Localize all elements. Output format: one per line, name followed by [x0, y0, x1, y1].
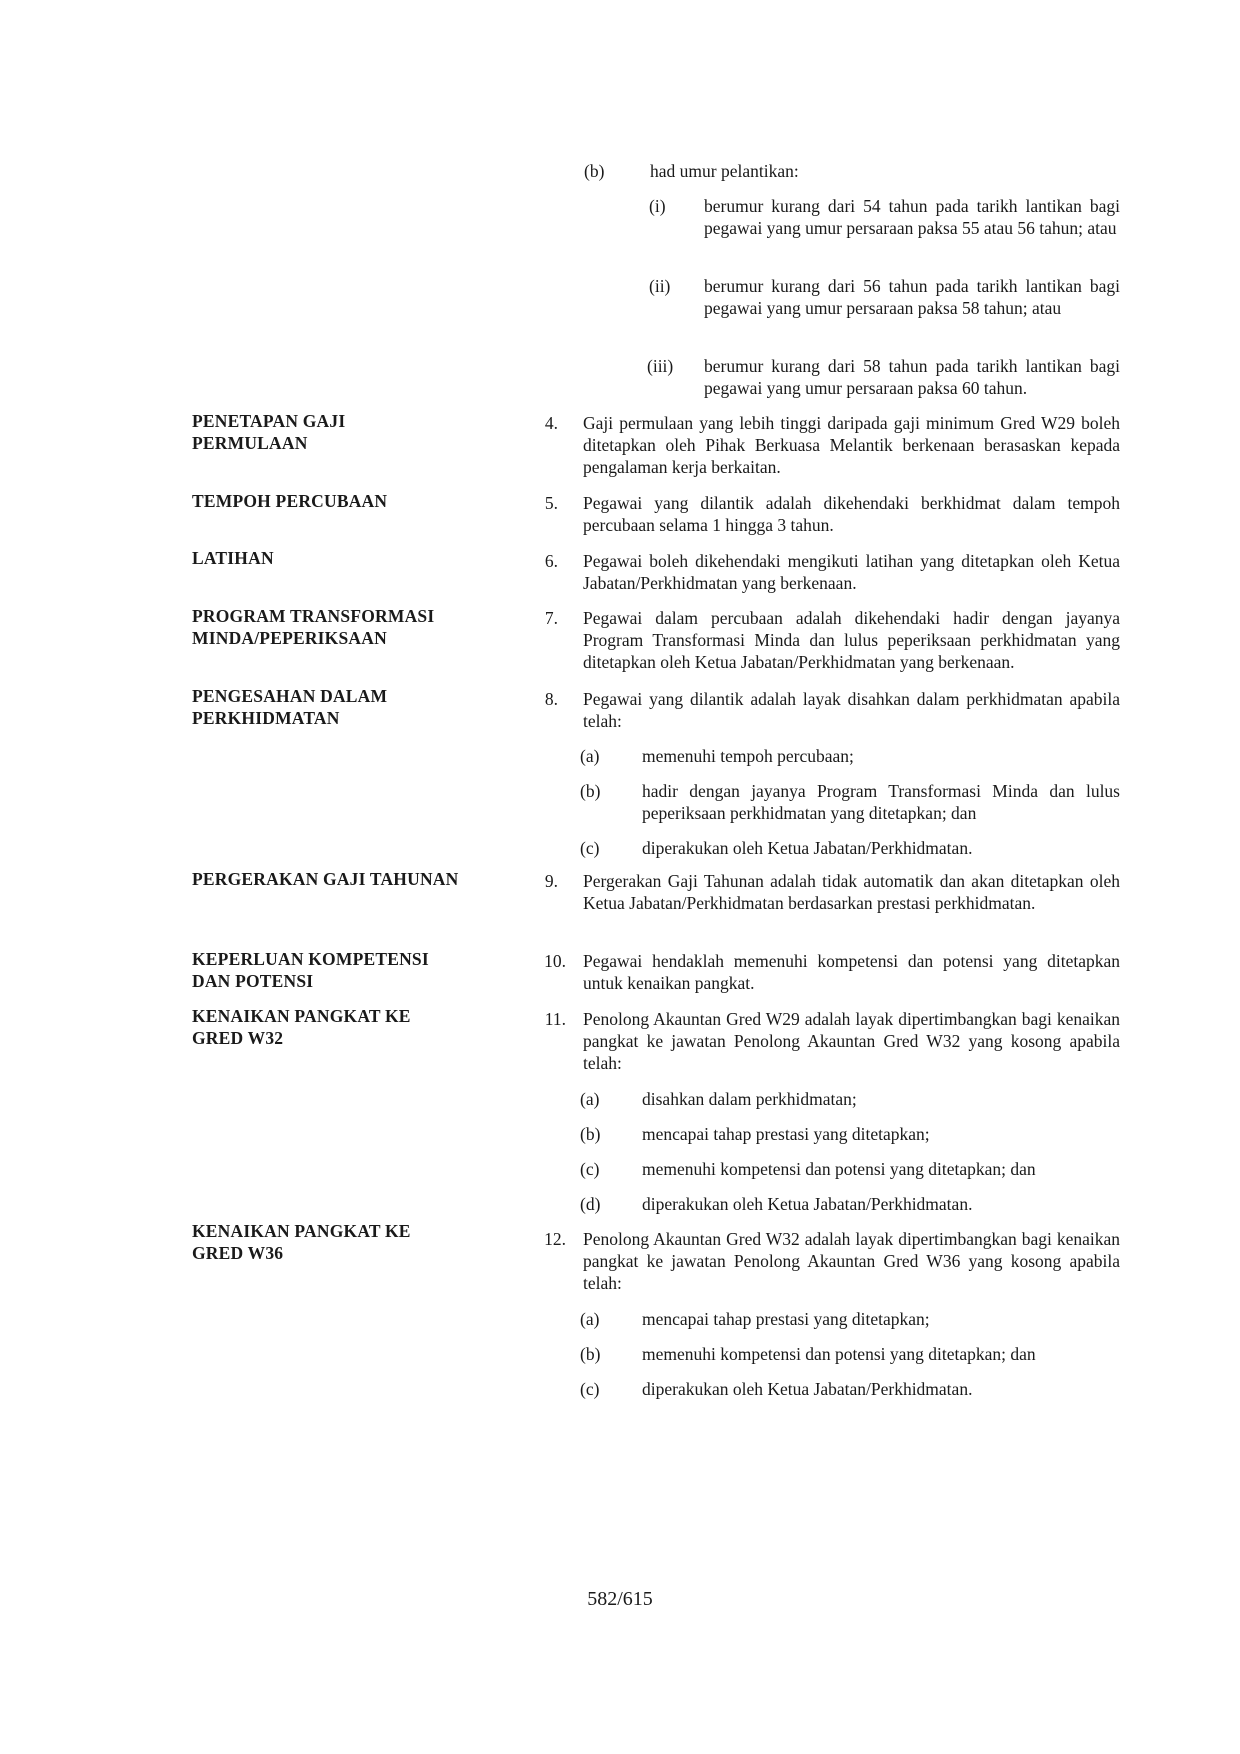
item-3b-label: (b): [584, 161, 605, 181]
list-item-label: (a): [580, 1309, 600, 1329]
section-number: 12.: [544, 1229, 566, 1249]
section-number: 7.: [544, 608, 558, 628]
section-number: 4.: [544, 413, 558, 433]
section-heading: KENAIKAN PANGKAT KE GRED W32: [192, 1006, 411, 1048]
section-text: Pegawai yang dilantik adalah layak disahkan dalam perkhidmatan apabila telah:: [583, 689, 1120, 731]
list-item-label: (b): [580, 1124, 601, 1144]
section-text: Penolong Akauntan Gred W32 adalah layak dipertimbangkan bagi kenaikan pangkat ke jawatan Penolong Akauntan Gred W36 yang kosong apabila telah:: [583, 1229, 1120, 1293]
section-number: 8.: [544, 689, 558, 709]
list-item-text: mencapai tahap prestasi yang ditetapkan;: [642, 1124, 930, 1144]
section-heading: PERGERAKAN GAJI TAHUNAN: [192, 869, 459, 889]
list-item-label: (b): [580, 781, 601, 801]
section-number: 6.: [544, 551, 558, 571]
section-number: 10.: [544, 951, 566, 971]
list-item-label: (c): [580, 1159, 600, 1179]
section-heading: LATIHAN: [192, 548, 274, 568]
list-item-text: diperakukan oleh Ketua Jabatan/Perkhidmatan.: [642, 1379, 973, 1399]
list-item-text: mencapai tahap prestasi yang ditetapkan;: [642, 1309, 930, 1329]
sub-item-text: berumur kurang dari 54 tahun pada tarikh lantikan bagi pegawai yang umur persaraan paksa 55 atau 56 tahun; atau: [704, 196, 1120, 238]
sub-item-text: berumur kurang dari 58 tahun pada tarikh lantikan bagi pegawai yang umur persaraan paksa 60 tahun.: [704, 356, 1120, 398]
list-item-text: hadir dengan jayanya Program Transformasi Minda dan lulus peperiksaan perkhidmatan yang ditetapkan; dan: [642, 781, 1120, 823]
section-number: 5.: [544, 493, 558, 513]
list-item-label: (c): [580, 1379, 600, 1399]
list-item-label: (c): [580, 838, 600, 858]
item-3b-text: had umur pelantikan:: [650, 161, 799, 181]
sub-item-text: berumur kurang dari 56 tahun pada tarikh lantikan bagi pegawai yang umur persaraan paksa 58 tahun; atau: [704, 276, 1120, 318]
list-item-text: disahkan dalam perkhidmatan;: [642, 1089, 857, 1109]
section-heading: KENAIKAN PANGKAT KE GRED W36: [192, 1221, 411, 1263]
list-item-label: (a): [580, 1089, 600, 1109]
list-item-text: memenuhi kompetensi dan potensi yang ditetapkan; dan: [642, 1344, 1036, 1364]
list-item-text: diperakukan oleh Ketua Jabatan/Perkhidmatan.: [642, 1194, 973, 1214]
section-text: Pergerakan Gaji Tahunan adalah tidak automatik dan akan ditetapkan oleh Ketua Jabatan/Perkhidmatan berdasarkan prestasi perkhidmatan.: [583, 871, 1120, 913]
section-heading: TEMPOH PERCUBAAN: [192, 491, 388, 511]
list-item-label: (b): [580, 1344, 601, 1364]
section-text: Pegawai dalam percubaan adalah dikehendaki hadir dengan jayanya Program Transformasi Minda dan lulus peperiksaan perkhidmatan yang ditetapkan oleh Ketua Jabatan/Perkhidmatan yang berkenaan.: [583, 608, 1120, 672]
section-heading: PENETAPAN GAJI PERMULAAN: [192, 411, 346, 453]
list-item-text: memenuhi kompetensi dan potensi yang ditetapkan; dan: [642, 1159, 1036, 1179]
list-item-label: (a): [580, 746, 600, 766]
section-text: Gaji permulaan yang lebih tinggi daripada gaji minimum Gred W29 boleh ditetapkan oleh Pihak Berkuasa Melantik berkenaan berasaskan kepada pengalaman kerja berkaitan.: [583, 413, 1120, 477]
section-heading: PENGESAHAN DALAM PERKHIDMATAN: [192, 686, 388, 728]
section-text: Pegawai boleh dikehendaki mengikuti latihan yang ditetapkan oleh Ketua Jabatan/Perkhidmatan yang berkenaan.: [583, 551, 1120, 593]
page-number: 582/615: [587, 1588, 653, 1610]
section-number: 9.: [544, 871, 558, 891]
sub-item-label: (i): [649, 196, 666, 216]
section-heading: PROGRAM TRANSFORMASI MINDA/PEPERIKSAAN: [192, 606, 435, 648]
list-item-text: diperakukan oleh Ketua Jabatan/Perkhidmatan.: [642, 838, 973, 858]
list-item-label: (d): [580, 1194, 601, 1214]
sub-item-label: (ii): [649, 276, 671, 296]
section-text: Pegawai hendaklah memenuhi kompetensi dan potensi yang ditetapkan untuk kenaikan pangkat.: [583, 951, 1120, 993]
section-heading: KEPERLUAN KOMPETENSI DAN POTENSI: [192, 949, 429, 991]
list-item-text: memenuhi tempoh percubaan;: [642, 746, 854, 766]
section-text: Penolong Akauntan Gred W29 adalah layak dipertimbangkan bagi kenaikan pangkat ke jawatan Penolong Akauntan Gred W32 yang kosong apabila telah:: [583, 1009, 1120, 1073]
sub-item-label: (iii): [647, 356, 674, 376]
section-number: 11.: [544, 1009, 566, 1029]
section-text: Pegawai yang dilantik adalah dikehendaki berkhidmat dalam tempoh percubaan selama 1 hingga 3 tahun.: [583, 493, 1120, 535]
